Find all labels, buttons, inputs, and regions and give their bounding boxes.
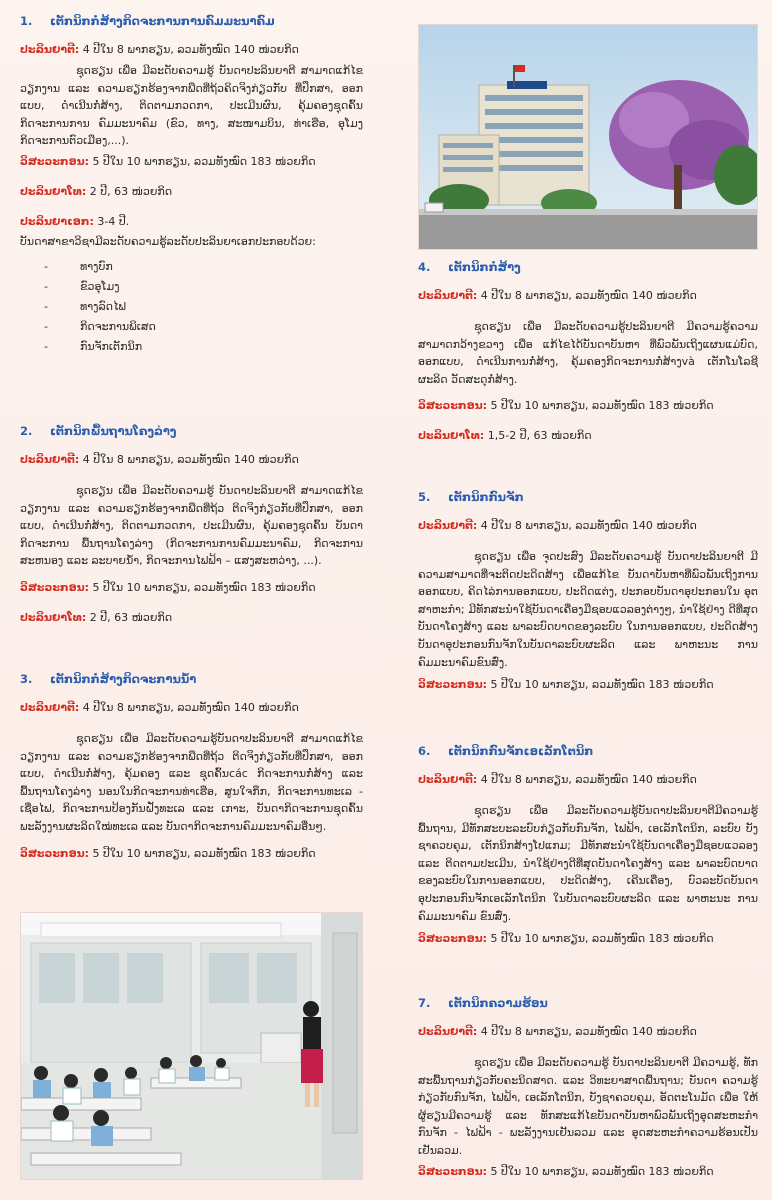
section-4 [418, 260, 758, 458]
doctor-line [20, 214, 363, 230]
degree-label: ວິສະວະກອນ: [20, 846, 90, 860]
engineer-line [418, 677, 758, 693]
list-item: - ຂົວອຸໂມງ [20, 278, 363, 295]
degree-label: ປະລິນຍາຕີ: [418, 519, 478, 532]
degree-text: 2 ປີ, 63 ໜ່ວຍກິດ [89, 184, 173, 198]
degree-text: 5 ປີໃນ 10 ພາກຮຽນ, ລວມທັງໝົດ 183 ໜ່ວຍກິດ [92, 846, 316, 860]
specialization-list [20, 258, 363, 355]
section-3 [20, 672, 363, 875]
campus-photo [418, 24, 758, 250]
list-item: - ທາງບົກ [20, 258, 363, 275]
degree-text: 5 ປີໃນ 10 ພາກຮຽນ, ລວມທັງໝົດ 183 ໜ່ວຍກິດ [92, 154, 316, 168]
degree-text: 4 ປີໃນ 8 ພາກຮຽນ, ລວມທັງໝົດ 140 ໜ່ວຍກິດ [82, 701, 299, 714]
section-1 [20, 14, 363, 369]
description-text: ຊຸດຮຽນ ເພື່ອ ມີລະດັບຄວາມຮູ້ບັນດາປະລິນຍາຕີ ສາມາດແກ້ໄຂ ວຽກງານ ແລະ ຄວາມຮຽກຮ້ອງຈາກພືດທີ່ຖ້ວ ຕິດຈິງກ່ຽວກັບທີ່ປຶກສາ, ອອກແບບ, ດຳເນີນກໍ່ສ້າງ, ຄຸ້ມຄອງ ແລະ ຊຸດຄົ້ນcác ກິດຈະການກໍ່ສ້າງ ແລະ ພື້ນຖານໂຄງລ່າງ ນອນໃນກິດຈະການທ່າເຮືອ, ສູນໃຈກຶກ, ກິດຈະການທະເລ - ເຊື່ອໄຟ, ກິດຈະການປ້ອງກັນຝັ່ງທະເລ ແລະ ເກາະ, ບັນດາກິດຈະການຊຸດຄົ້ນ ພະລັງງານຜະລິດໃໝ່ທະເລ ແລະ ບັນດາກິດຈະການຄົມມະນາຄົມອື່ນໆ. [20, 731, 363, 833]
program-description [20, 730, 363, 836]
degree-text: 5 ປີໃນ 10 ພາກຮຽນ, ລວມທັງໝົດ 183 ໜ່ວຍກິດ [92, 580, 316, 594]
degree-label: ປະລິນຍາໂທ: [418, 429, 485, 443]
description-text: ຊຸດຮຽນ ເພື່ອ ມີລະດັບຄວາມຮູ້ປະລິນຍາຕີ ມີຄວາມຮູ້ຄວາມ ສາມາດກວ້າງຂວາງ ເພື່ອ ແກ້ໄຂໄດ້ບັນດາບັນຫາ ທີ່ພົວພັນເຖິງແຜນແມ່ບົດ, ອອກແບບ, ດຳເນີນການກໍ່ສ້າງ, ຄຸ້ມຄອງກິດຈະການກໍ່ສ້າງvà ເຕັກໂນໂລຊີຜະລິດ ວັດສະດຸກໍ່ສ້າງ. [418, 319, 758, 386]
section-heading [20, 424, 363, 438]
section-heading [418, 744, 758, 758]
program-description [418, 802, 758, 925]
degree-text: 4 ປີໃນ 8 ພາກຮຽນ, ລວມທັງໝົດ 140 ໜ່ວຍກິດ [82, 43, 299, 56]
bachelor-line [20, 700, 363, 716]
description-text: ຊຸດຮຽນ ເພື່ອ ມີລະດັບຄວາມຮູ້ ບັນດາປະລິນຍາຕີ ສາມາດແກ້ໄຂ ວຽກງານ ແລະ ຄວາມຮຽກຮ້ອງຈາກພືດທີ່ຖ້ວຄິດຈິງກ່ຽວກັບ ທີ່ປຶກສາ, ອອກແບບ, ດຳເນີນກໍ່ສ້າງ, ຕິດຕາມກວດກາ, ປະເມີນຜົນ, ຄຸ້ມຄອງຊຸດຄົ້ນ ກິດຈະການການ ຄົມມະນາຄົມ (ຂົວ, ທາງ, ສະໜາມບິນ, ທ່າເຮືອ, ອຸໂມງກິດຈະການຕົວເມືອງ,...). [20, 63, 363, 148]
section-5 [418, 490, 758, 707]
bachelor-line [418, 288, 758, 304]
section-heading [20, 14, 363, 28]
list-item: - ກົນຈັກເຕັກນິກ [20, 338, 363, 355]
section-title: ເຕັກນິກກໍ່ສ້າງກິດຈະການການຄົມມະນາຄົມ [50, 14, 275, 28]
degree-label: ວິສະວະກອນ: [418, 932, 488, 946]
description-text: ຊຸດຮຽນ ເພື່ອ ຈຸດປະສົງ ມີລະດັບຄວາມຮູ້ ບັນດາປະລິນຍາຕີ ມີຄວາມສາມາດທີ່ຈະຕິດປະດິດສ້າງ ເພື່ອແກ້ໄຂ ບັນດາບັນຫາທີ່ພົວພັນເຖິງການ ອອກແບບ, ຄິດໄລ່ການອອກແບບ, ປະດິດແຕ່ງ, ປະກອບບັນດາອຸປະກອນໃນ ອຸຕສາຫະກຳ; ມີທັກສະນຳໃຊ້ບັນດາເຄື່ອງມືຊອບແວລອງຕ່າງໆ, ນຳໃຊ້ຢ່າງ ດີທີ່ສຸດບັນດາໂຄງສ້າງ ແລະ ພາລະບົດບາດຂອງລະບົບ ໃນການອອກແບບ, ປະດິດສ້າງບັນດາອຸປະກອນກົນຈັກໃນບັນດາລະບົບຜະລິດ ແລະ ພາຫະນະ ການຄົມມະນາຄົມຂົນສົ່ງ. [418, 549, 758, 669]
campus-illustration [419, 25, 758, 250]
bachelor-line [20, 452, 363, 468]
degree-text: 5 ປີໃນ 10 ພາກຮຽນ, ລວມທັງໝົດ 183 ໜ່ວຍກິດ [490, 1164, 714, 1178]
section-heading [418, 996, 758, 1010]
section-6 [418, 744, 758, 961]
master-line [20, 184, 363, 200]
degree-label: ປະລິນຍາຕີ: [418, 1025, 478, 1038]
degree-text: 5 ປີໃນ 10 ພາກຮຽນ, ລວມທັງໝົດ 183 ໜ່ວຍກິດ [490, 932, 714, 946]
section-title: ເຕັກນິກກໍ່ສ້າງກິດຈະການນ້ຳ [50, 672, 197, 686]
degree-text: 2 ປີ, 63 ໜ່ວຍກິດ [89, 610, 173, 624]
program-description [418, 318, 758, 388]
section-number: 5. [418, 490, 431, 504]
section-number: 2. [20, 424, 33, 438]
degree-text: 5 ປີໃນ 10 ພາກຮຽນ, ລວມທັງໝົດ 183 ໜ່ວຍກິດ [490, 678, 714, 692]
degree-text: 4 ປີໃນ 8 ພາກຮຽນ, ລວມທັງໝົດ 140 ໜ່ວຍກິດ [480, 519, 697, 532]
program-description [418, 1054, 758, 1160]
classroom-illustration [21, 913, 363, 1180]
degree-label: ວິສະວະກອນ: [20, 154, 90, 168]
section-title: ເຕັກນິກພື້ນຖານໂຄງລ່າງ [50, 424, 177, 438]
degree-label: ວິສະວະກອນ: [20, 580, 90, 594]
engineer-line [418, 398, 758, 414]
section-title: ເຕັກນິກກົນຈັກ [448, 490, 524, 504]
degree-label: ປະລິນຍາຕີ: [20, 453, 80, 466]
degree-label: ວິສະວະກອນ: [418, 678, 488, 692]
section-title: ເຕັກນິກກົນຈັກເອເລັກໂຕນິກ [448, 744, 594, 758]
section-heading [418, 260, 758, 274]
degree-label: ປະລິນຍາໂທ: [20, 610, 87, 624]
description-text: ຊຸດຮຽນ ເພື່ອ ມີລະດັບຄວາມຮູ້ ບັນດາປະລິນຍາຕີ ມີຄວາມຮູ້, ທັກສະພື້ນຖານກ່ຽວກັບຄະນິດສາດ. ແລະ ວິທະຍາສາດພື້ນຖານ; ບັນດາ ຄວາມຮູ້ກ່ຽວກັບກົນຈັກ, ໄຟຟ້າ, ເອເລັກໂຕນິກ, ບັງຊາຄວບຄຸມ, ອັດຕະໂນມັດ ເພື່ອ ໃຫ້ຜູ້ຮຽນມີຄວາມຮູ້ ແລະ ທັກສະແກ້ໄຂບັນດາບັນຫາພົວພັນເຖິງອຸດສະຫະກຳ ກົນຈັກ - ໄຟຟ້າ - ພະລັງງານເຢັນລວມ ແລະ ອຸດສະຫະກຳຄວາມຮ້ອນເປັນ ເຢັນລວມ. [418, 1055, 758, 1157]
section-number: 6. [418, 744, 431, 758]
degree-text: 4 ປີໃນ 8 ພາກຮຽນ, ລວມທັງໝົດ 140 ໜ່ວຍກິດ [480, 1025, 697, 1038]
program-description [20, 482, 363, 570]
section-number: 7. [418, 996, 431, 1010]
doctor-intro: ບັນດາສາຂາວິຊາມີລະດັບຄວາມຮູ້ລະດັບປະລິນຍາເອກປະກອບດ້ວຍ: [20, 234, 316, 248]
section-number: 4. [418, 260, 431, 274]
degree-label: ປະລິນຍາຕີ: [20, 43, 80, 56]
bachelor-line [418, 772, 758, 788]
section-title: ເຕັກນິກກໍ່ສ້າງ [448, 260, 521, 274]
section-2 [20, 424, 363, 640]
description-text: ຊຸດຮຽນ ເພື່ອ ມີລະດັບຄວາມຮູ້ບັນດາປະລິນຍາຕີມີຄວາມຮູ້ ພື້ນຖານ, ມີທັກສະບະລະບົບກ່ຽວກັບກົນຈັກ, ໄຟຟ້າ, ເອເລັກໂຕນິກ, ລະບົບ ບັງຊາຄວບຄຸມ, ເຕັກນິກສ້າງໂປແກມ; ມີທັກສະນຳໃຊ້ບັນດາເຄື່ອງມືຊອບແວລອງ ແລະ ຕິດຕາມປະເມີນ, ນຳໃຊ້ຢ່າງດີທີ່ສຸດບັນດາໂຄງສ້າງ ແລະ ພາລະບົດບາດ ຂອງລະບົບໃນການອອກແບບ, ປະດິດສ້າງ, ເຄີນເຄື່ອງ, ບົວລະບັດບັນດາ ອຸປະກອນກົນຈັກເອເລັກໂຕນິກ ໃນບັນດາລະບົບຜະລິດ ແລະ ພາຫະນະ ການຄົມມະນາຄົມ ຂົນສົ່ງ. [418, 803, 758, 923]
degree-label: ປະລິນຍາຕີ: [418, 773, 478, 786]
master-line [20, 610, 363, 626]
section-heading [418, 490, 758, 504]
list-item: - ກິດຈະການພິເສດ [20, 318, 363, 335]
list-item: - ທາງລົດໄຟ [20, 298, 363, 315]
section-title: ເຕັກນິກຄວາມຮ້ອນ [448, 996, 548, 1010]
program-description [418, 548, 758, 671]
bachelor-line [418, 518, 758, 534]
section-heading [20, 672, 363, 686]
degree-text: 5 ປີໃນ 10 ພາກຮຽນ, ລວມທັງໝົດ 183 ໜ່ວຍກິດ [490, 399, 714, 413]
engineer-line [20, 580, 363, 596]
degree-text: 4 ປີໃນ 8 ພາກຮຽນ, ລວມທັງໝົດ 140 ໜ່ວຍກິດ [82, 453, 299, 466]
degree-label: ວິສະວະກອນ: [418, 399, 488, 413]
section-number: 1. [20, 14, 33, 28]
degree-label: ປະລິນຍາຕີ: [418, 289, 478, 302]
degree-label: ປະລິນຍາເອກ: [20, 214, 94, 228]
engineer-line [418, 931, 758, 947]
classroom-photo [20, 912, 363, 1180]
engineer-line [20, 154, 363, 170]
degree-text: 3-4 ປີ. [97, 214, 130, 228]
degree-text: 4 ປີໃນ 8 ພາກຮຽນ, ລວມທັງໝົດ 140 ໜ່ວຍກິດ [480, 289, 697, 302]
program-description [20, 62, 363, 150]
degree-text: 4 ປີໃນ 8 ພາກຮຽນ, ລວມທັງໝົດ 140 ໜ່ວຍກິດ [480, 773, 697, 786]
description-text: ຊຸດຮຽນ ເພື່ອ ມີລະດັບຄວາມຮູ້ ບັນດາປະລິນຍາຕີ ສາມາດແກ້ໄຂ ວຽກງານ ແລະ ຄວາມຮຽກຮ້ອງຈາກພືດທີ່ຖ້ວ ຕິດຈິງກ່ຽວກັບທີ່ປຶກສາ, ອອກແບບ, ດຳເນີນກໍ່ສ້າງ, ຕິດຕາມກວດກາ, ປະເມີນຜົນ, ຄຸ້ມຄອງຊຸດຄົ້ນ ບັນດາກິດຈະການ ພື້ນຖານໂຄງລ່າງ (ກິດຈະການການຄົມມະນາຄົມ, ກິດຈະການ ສະຫນອງ ແລະ ລະບາຍນ້ຳ, ກິດຈະການໄຟຟ້າ – ແສງສະຫວ່າງ, ...). [20, 483, 363, 568]
section-number: 3. [20, 672, 33, 686]
master-line [418, 428, 758, 444]
bachelor-line [20, 42, 363, 58]
bachelor-line [418, 1024, 758, 1040]
engineer-line [20, 846, 363, 862]
degree-label: ວິສະວະກອນ: [418, 1164, 488, 1178]
degree-text: 1,5-2 ປີ, 63 ໜ່ວຍກິດ [487, 429, 592, 443]
degree-label: ປະລິນຍາໂທ: [20, 184, 87, 198]
engineer-line [418, 1164, 758, 1180]
section-7 [418, 996, 758, 1193]
degree-label: ປະລິນຍາຕີ: [20, 701, 80, 714]
